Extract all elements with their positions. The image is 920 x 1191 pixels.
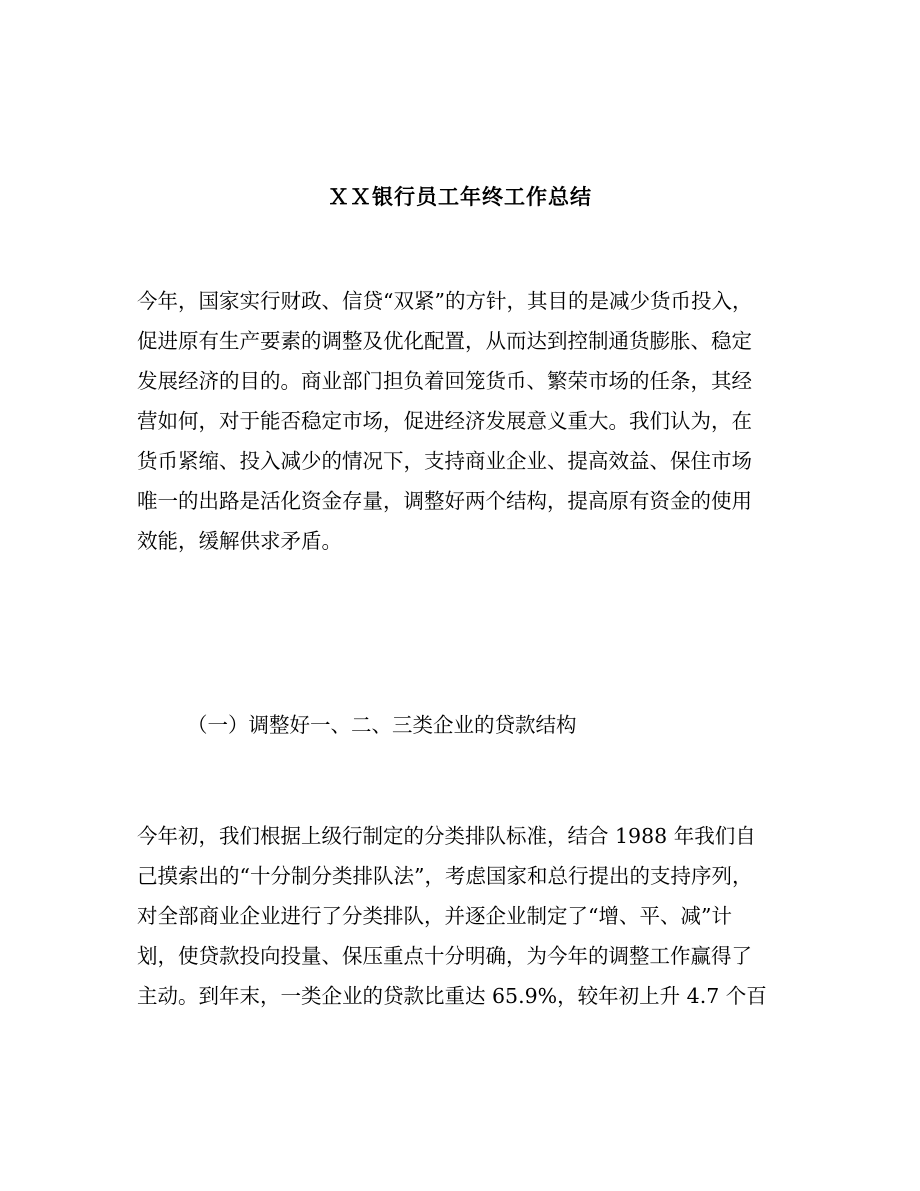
text-line: 今年，国家实行财政、信贷“双紧”的方针，其目的是减少货币投入， — [137, 289, 753, 313]
text-line: 货币紧缩、投入减少的情况下，支持商业企业、提高效益、保住市场 — [137, 449, 752, 473]
section-heading — [187, 705, 847, 745]
text-line: 己摸索出的“十分制分类排队法”，考虑国家和总行提出的支持序列， — [137, 864, 753, 888]
text-line: 划，使贷款投向投量、保压重点十分明确，为今年的调整工作赢得了 — [137, 944, 752, 968]
text-line: 今年初，我们根据上级行制定的分类排队标准，结合 1988 年我们自 — [137, 824, 756, 848]
text-line: 营如何，对于能否稳定市场，促进经济发展意义重大。我们认为，在 — [137, 409, 752, 433]
text-line: 效能，缓解供求矛盾。 — [137, 529, 342, 553]
document-title: ＸＸ银行员工年终工作总结 — [328, 184, 592, 209]
text-line: 唯一的出路是活化资金存量，调整好两个结构，提高原有资金的使用 — [137, 489, 752, 513]
text-line: 对全部商业企业进行了分类排队，并逐企业制定了“增、平、减”计 — [137, 904, 732, 928]
text-line: 促进原有生产要素的调整及优化配置，从而达到控制通货膨胀、稳定 — [137, 329, 752, 353]
text-line: 主动。到年末，一类企业的贷款比重达 65.9%，较年初上升 4.7 个百 — [137, 984, 767, 1008]
text-line: （一）调整好一、二、三类企业的贷款结构 — [187, 713, 577, 737]
paragraph-section-one — [137, 816, 797, 1016]
paragraph-intro — [137, 281, 797, 561]
text-line: 发展经济的目的。商业部门担负着回笼货币、繁荣市场的任条，其经 — [137, 369, 752, 393]
